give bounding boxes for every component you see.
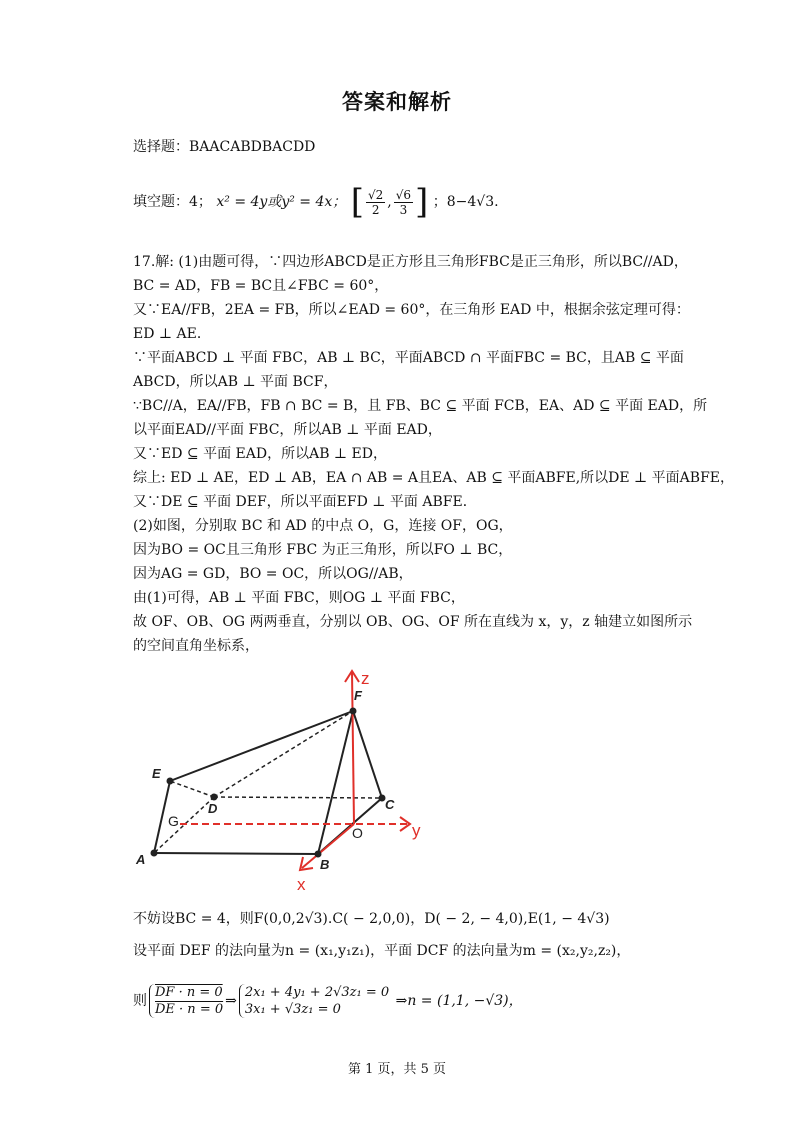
label-z-axis: z: [361, 669, 370, 688]
edge-DC: [214, 797, 382, 798]
vector-system: [149, 984, 223, 1018]
solution-line: ∵BC//A，EA//FB，FB ∩ BC = B，且 FB、BC ⊆ 平面 FCB，EA、AD ⊆ 平面 EAD，所: [133, 398, 708, 414]
solution-line: 又∵ED ⊆ 平面 EAD，所以AB ⊥ ED，: [133, 446, 387, 462]
vertex-E: [167, 778, 174, 785]
system-prefix: 则: [133, 993, 147, 1009]
right-bracket: ]: [415, 182, 429, 222]
implies-arrow-1: ⇒: [225, 993, 237, 1009]
eq-de-n: DE · n = 0: [155, 1002, 224, 1017]
solution-line: 又∵EA//FB，2EA = FB，所以∠EAD = 60°，在三角形 EAD 中，根据余弦定理可得：: [133, 302, 690, 318]
solution-line: 综上: ED ⊥ AE，ED ⊥ AB，EA ∩ AB = A且EA、AB ⊆ 平面ABFE,所以DE ⊥ 平面ABFE，: [133, 470, 735, 486]
solution-line: 17.解: (1)由题可得，∵四边形ABCD是正方形且三角形FBC是正三角形，所以BC//AD，: [133, 254, 688, 270]
normal-vector-result: n = (1,1, −√3)，: [407, 993, 523, 1009]
fill-part3: ；8−4√3.: [432, 194, 499, 210]
fill-answers: 填空题：4； x² = 4y或y² = 4x； [ $\frac{√2}{2}$ , $\frac{√6}{3}$ ] ；8−4√3.: [133, 182, 499, 222]
frac2-num: √6: [395, 187, 412, 202]
coords-line: 不妨设BC = 4，则F(0,0,2√3).C( − 2,0,0)，D( − 2, − 4,0),E(1, − 4√3): [133, 911, 610, 927]
solution-line: 因为AG = GD，BO = OC，所以OG//AB，: [133, 566, 413, 582]
edge-CF: [353, 711, 382, 798]
label-y-axis: y: [412, 821, 421, 840]
edge-DE: [170, 781, 214, 797]
frac1-num: √2: [368, 187, 384, 202]
solution-line: ED ⊥ AE．: [133, 326, 211, 342]
implies-arrow-2: ⇒: [395, 993, 408, 1009]
choice-answers: 选择题：BAACABDBACDD: [133, 139, 316, 155]
solution-line: 由(1)可得，AB ⊥ 平面 FBC，则OG ⊥ 平面 FBC，: [133, 590, 465, 606]
edge-AB: [154, 853, 318, 854]
page-title: 答案和解析: [342, 89, 452, 114]
solution-line: 因为BO = OC且三角形 FBC 为正三角形，所以FO ⊥ BC，: [133, 542, 513, 558]
left-bracket: [: [350, 182, 365, 222]
geometry-figure: [130, 660, 430, 895]
edge-BF: [318, 711, 353, 854]
eq-df-n: DF · n = 0: [155, 985, 223, 1000]
frac1-den: 2: [371, 202, 380, 217]
scalar-system: [239, 984, 389, 1018]
normal-vector-line: 设平面 DEF 的法向量为n = (x₁,y₁z₁)，平面 DCF 的法向量为m = (x₂,y₂,z₂)，: [133, 943, 631, 959]
edge-DF: [214, 711, 353, 797]
page-footer: 第 1 页，共 5 页: [347, 1062, 447, 1077]
label-C: C: [385, 797, 395, 812]
solution-line: 的空间直角坐标系，: [133, 638, 259, 654]
equation-system: [133, 982, 523, 1020]
label-B: B: [320, 857, 330, 872]
axes: [180, 671, 410, 870]
vertices: [151, 708, 386, 858]
label-F: F: [354, 688, 362, 703]
label-O: O: [352, 825, 363, 841]
vertex-A: [151, 850, 158, 857]
vertex-F: [350, 708, 357, 715]
label-x-axis: x: [297, 875, 306, 894]
solid-edges: [154, 711, 382, 854]
fill-prefix: 填空题：4；: [133, 194, 212, 210]
label-A: A: [136, 852, 146, 867]
edge-EF: [170, 711, 353, 781]
solution-line: ABCD，所以AB ⊥ 平面 BCF，: [133, 374, 338, 390]
vertex-D: [211, 794, 218, 801]
solution-line: (2)如图，分别取 BC 和 AD 的中点 O，G，连接 OF，OG，: [133, 518, 513, 534]
label-G: G: [168, 813, 179, 829]
eq-scalar-1: 2x₁ + 4y₁ + 2√3z₁ = 0: [244, 985, 390, 1000]
solution-line: 以平面EAD//平面 FBC，所以AB ⊥ 平面 EAD，: [133, 422, 442, 438]
eq-scalar-2: 3x₁ + √3z₁ = 0: [244, 1002, 341, 1017]
frac2-den: 3: [399, 202, 408, 217]
label-D: D: [208, 801, 218, 816]
solution-line: ∵平面ABCD ⊥ 平面 FBC，AB ⊥ BC，平面ABCD ∩ 平面FBC = BC，且AB ⊆ 平面: [133, 350, 684, 366]
solution-line: BC = AD，FB = BC且∠FBC = 60°，: [133, 278, 389, 294]
solution-line: 又∵DE ⊆ 平面 DEF，所以平面EFD ⊥ 平面 ABFE．: [133, 494, 477, 510]
fraction-2: [394, 188, 413, 217]
solution-line: 故 OF、OB、OG 两两垂直，分别以 OB、OG、OF 所在直线为 x，y，z 轴建立如图所示: [133, 614, 693, 630]
label-E: E: [152, 766, 161, 781]
fill-part2: x² = 4y或y² = 4x；: [216, 194, 347, 210]
fraction-1: [366, 188, 385, 217]
